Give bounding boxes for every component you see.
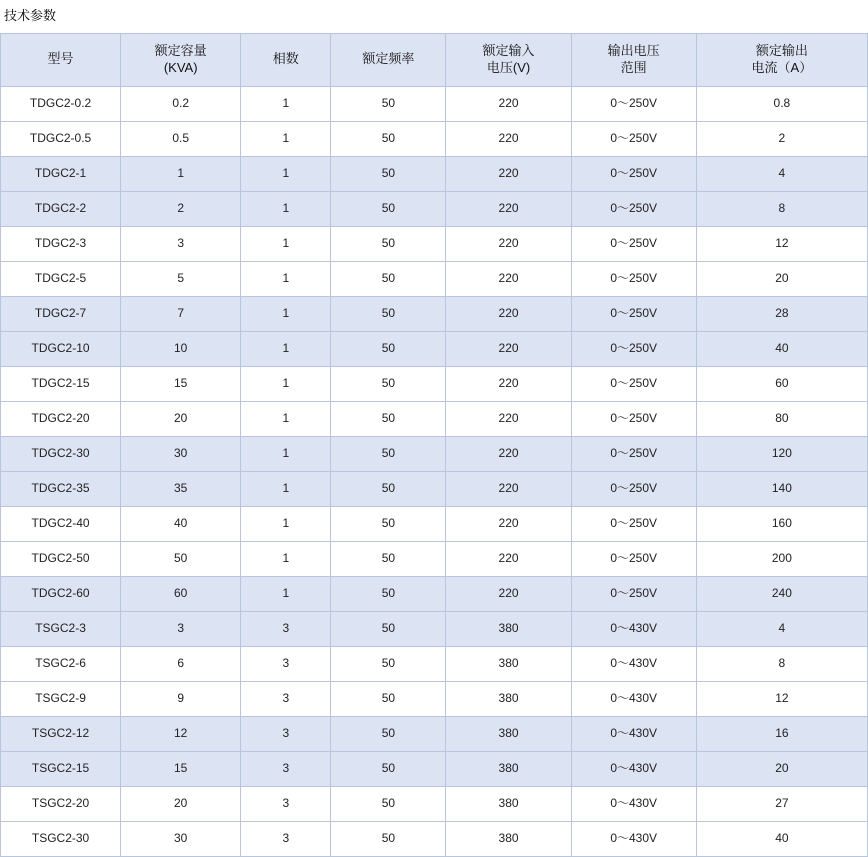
cell-value: 220: [446, 541, 571, 576]
cell-value: 20: [696, 751, 867, 786]
cell-value: 40: [696, 821, 867, 856]
cell-value: 3: [241, 611, 331, 646]
cell-value: 220: [446, 191, 571, 226]
cell-value: 30: [121, 821, 241, 856]
cell-value: 120: [696, 436, 867, 471]
column-header-6: [696, 33, 867, 86]
cell-value: 3: [241, 786, 331, 821]
cell-value: 50: [331, 471, 446, 506]
cell-value: 28: [696, 296, 867, 331]
cell-value: 1: [241, 191, 331, 226]
cell-value: 50: [331, 681, 446, 716]
cell-value: 0.2: [121, 86, 241, 121]
cell-value: 0～250V: [571, 541, 696, 576]
cell-value: 1: [241, 121, 331, 156]
table-row: [1, 646, 868, 681]
table-row: [1, 786, 868, 821]
cell-value: 0～250V: [571, 296, 696, 331]
cell-value: 0～250V: [571, 366, 696, 401]
cell-value: 0～250V: [571, 471, 696, 506]
table-row: [1, 121, 868, 156]
table-row: [1, 261, 868, 296]
cell-model: TDGC2-60: [1, 576, 121, 611]
cell-value: 380: [446, 646, 571, 681]
cell-value: 0～250V: [571, 506, 696, 541]
column-header-line: 相数: [272, 51, 299, 67]
cell-value: 0～250V: [571, 226, 696, 261]
cell-value: 12: [121, 716, 241, 751]
column-header-line: 电流（A）: [751, 59, 813, 75]
column-header-0: [1, 33, 121, 86]
cell-model: TSGC2-9: [1, 681, 121, 716]
cell-model: TDGC2-20: [1, 401, 121, 436]
cell-value: 50: [331, 506, 446, 541]
cell-value: 50: [331, 121, 446, 156]
cell-value: 0～430V: [571, 821, 696, 856]
table-row: [1, 156, 868, 191]
cell-value: 0～250V: [571, 331, 696, 366]
cell-value: 1: [241, 576, 331, 611]
cell-value: 12: [696, 226, 867, 261]
cell-value: 0～250V: [571, 401, 696, 436]
cell-value: 220: [446, 226, 571, 261]
cell-value: 140: [696, 471, 867, 506]
cell-value: 1: [241, 331, 331, 366]
cell-value: 0～250V: [571, 436, 696, 471]
cell-value: 0～250V: [571, 156, 696, 191]
cell-value: 10: [121, 331, 241, 366]
cell-value: 0～250V: [571, 191, 696, 226]
cell-value: 7: [121, 296, 241, 331]
column-header-line: 输出电压: [607, 43, 660, 59]
cell-value: 0～250V: [571, 121, 696, 156]
cell-value: 1: [241, 471, 331, 506]
cell-value: 5: [121, 261, 241, 296]
cell-value: 220: [446, 86, 571, 121]
cell-value: 50: [331, 401, 446, 436]
cell-value: 1: [241, 506, 331, 541]
cell-value: 15: [121, 751, 241, 786]
table-row: [1, 506, 868, 541]
technical-parameters-table: [0, 33, 868, 857]
table-row: [1, 436, 868, 471]
cell-model: TDGC2-30: [1, 436, 121, 471]
cell-model: TSGC2-12: [1, 716, 121, 751]
cell-value: 3: [241, 681, 331, 716]
cell-value: 15: [121, 366, 241, 401]
cell-value: 1: [241, 226, 331, 261]
cell-model: TDGC2-5: [1, 261, 121, 296]
cell-value: 6: [121, 646, 241, 681]
cell-value: 220: [446, 471, 571, 506]
cell-value: 2: [121, 191, 241, 226]
table-header-row: [1, 33, 868, 86]
cell-value: 50: [331, 366, 446, 401]
cell-model: TDGC2-15: [1, 366, 121, 401]
cell-value: 0～430V: [571, 646, 696, 681]
cell-value: 1: [241, 436, 331, 471]
cell-value: 50: [331, 331, 446, 366]
cell-value: 40: [696, 331, 867, 366]
cell-value: 220: [446, 121, 571, 156]
cell-value: 3: [241, 646, 331, 681]
table-row: [1, 541, 868, 576]
cell-value: 27: [696, 786, 867, 821]
cell-value: 30: [121, 436, 241, 471]
table-row: [1, 681, 868, 716]
cell-value: 220: [446, 331, 571, 366]
cell-value: 0～430V: [571, 786, 696, 821]
column-header-line: 额定频率: [362, 51, 415, 67]
cell-model: TDGC2-50: [1, 541, 121, 576]
cell-value: 20: [696, 261, 867, 296]
table-row: [1, 86, 868, 121]
cell-value: 12: [696, 681, 867, 716]
cell-value: 220: [446, 436, 571, 471]
column-header-line: (KVA): [163, 59, 198, 75]
cell-value: 240: [696, 576, 867, 611]
column-header-2: [241, 33, 331, 86]
cell-model: TDGC2-35: [1, 471, 121, 506]
cell-value: 0～250V: [571, 261, 696, 296]
table-row: [1, 191, 868, 226]
cell-value: 3: [241, 821, 331, 856]
cell-value: 380: [446, 681, 571, 716]
cell-model: TDGC2-2: [1, 191, 121, 226]
cell-model: TDGC2-0.2: [1, 86, 121, 121]
cell-value: 220: [446, 366, 571, 401]
cell-value: 50: [331, 436, 446, 471]
cell-value: 50: [331, 261, 446, 296]
cell-value: 3: [121, 226, 241, 261]
cell-value: 4: [696, 611, 867, 646]
table-body: [1, 86, 868, 856]
column-header-1: [121, 33, 241, 86]
cell-value: 1: [241, 86, 331, 121]
cell-value: 380: [446, 821, 571, 856]
cell-value: 40: [121, 506, 241, 541]
table-row: [1, 471, 868, 506]
cell-value: 0～430V: [571, 611, 696, 646]
column-header-line: 范围: [620, 59, 647, 75]
cell-value: 220: [446, 156, 571, 191]
page-title: 技术参数: [4, 8, 57, 23]
cell-value: 50: [331, 576, 446, 611]
table-row: [1, 716, 868, 751]
cell-value: 0.8: [696, 86, 867, 121]
cell-value: 220: [446, 261, 571, 296]
cell-value: 50: [121, 541, 241, 576]
cell-model: TSGC2-15: [1, 751, 121, 786]
cell-value: 0～430V: [571, 716, 696, 751]
cell-value: 0～430V: [571, 751, 696, 786]
cell-value: 3: [121, 611, 241, 646]
cell-model: TDGC2-1: [1, 156, 121, 191]
column-header-line: 额定输入: [482, 43, 535, 59]
cell-value: 200: [696, 541, 867, 576]
cell-value: 380: [446, 611, 571, 646]
cell-value: 50: [331, 296, 446, 331]
table-row: [1, 821, 868, 856]
cell-model: TDGC2-0.5: [1, 121, 121, 156]
cell-value: 50: [331, 541, 446, 576]
cell-value: 50: [331, 751, 446, 786]
cell-value: 35: [121, 471, 241, 506]
cell-model: TSGC2-30: [1, 821, 121, 856]
column-header-3: [331, 33, 446, 86]
column-header-line: 额定容量: [154, 43, 207, 59]
cell-value: 0.5: [121, 121, 241, 156]
cell-value: 50: [331, 86, 446, 121]
table-header: [1, 33, 868, 86]
cell-model: TDGC2-3: [1, 226, 121, 261]
cell-model: TSGC2-6: [1, 646, 121, 681]
cell-value: 1: [241, 156, 331, 191]
cell-value: 50: [331, 646, 446, 681]
column-header-line: 额定输出: [755, 43, 808, 59]
cell-value: 8: [696, 191, 867, 226]
column-header-5: [571, 33, 696, 86]
cell-value: 1: [241, 401, 331, 436]
cell-value: 160: [696, 506, 867, 541]
cell-value: 0～250V: [571, 576, 696, 611]
cell-value: 50: [331, 191, 446, 226]
column-header-line: 型号: [47, 51, 74, 67]
cell-value: 50: [331, 156, 446, 191]
cell-value: 380: [446, 751, 571, 786]
cell-value: 220: [446, 296, 571, 331]
cell-value: 0～250V: [571, 86, 696, 121]
cell-value: 16: [696, 716, 867, 751]
cell-value: 1: [241, 296, 331, 331]
cell-value: 20: [121, 401, 241, 436]
cell-value: 60: [696, 366, 867, 401]
column-header-line: 电压(V): [486, 59, 531, 75]
cell-model: TSGC2-20: [1, 786, 121, 821]
cell-value: 3: [241, 716, 331, 751]
cell-value: 50: [331, 786, 446, 821]
cell-value: 50: [331, 611, 446, 646]
cell-value: 80: [696, 401, 867, 436]
cell-value: 4: [696, 156, 867, 191]
cell-value: 220: [446, 506, 571, 541]
cell-value: 50: [331, 821, 446, 856]
cell-value: 0～430V: [571, 681, 696, 716]
table-row: [1, 576, 868, 611]
cell-value: 220: [446, 576, 571, 611]
cell-value: 50: [331, 226, 446, 261]
cell-value: 20: [121, 786, 241, 821]
cell-value: 9: [121, 681, 241, 716]
table-row: [1, 331, 868, 366]
cell-model: TSGC2-3: [1, 611, 121, 646]
table-row: [1, 296, 868, 331]
cell-value: 1: [241, 366, 331, 401]
cell-value: 220: [446, 401, 571, 436]
cell-model: TDGC2-40: [1, 506, 121, 541]
cell-value: 1: [121, 156, 241, 191]
cell-value: 8: [696, 646, 867, 681]
cell-value: 3: [241, 751, 331, 786]
cell-value: 1: [241, 261, 331, 296]
column-header-4: [446, 33, 571, 86]
cell-value: 1: [241, 541, 331, 576]
cell-value: 380: [446, 716, 571, 751]
cell-model: TDGC2-10: [1, 331, 121, 366]
cell-value: 2: [696, 121, 867, 156]
table-row: [1, 401, 868, 436]
cell-value: 380: [446, 786, 571, 821]
table-row: [1, 226, 868, 261]
cell-value: 50: [331, 716, 446, 751]
table-row: [1, 611, 868, 646]
cell-model: TDGC2-7: [1, 296, 121, 331]
table-row: [1, 366, 868, 401]
table-row: [1, 751, 868, 786]
cell-value: 60: [121, 576, 241, 611]
